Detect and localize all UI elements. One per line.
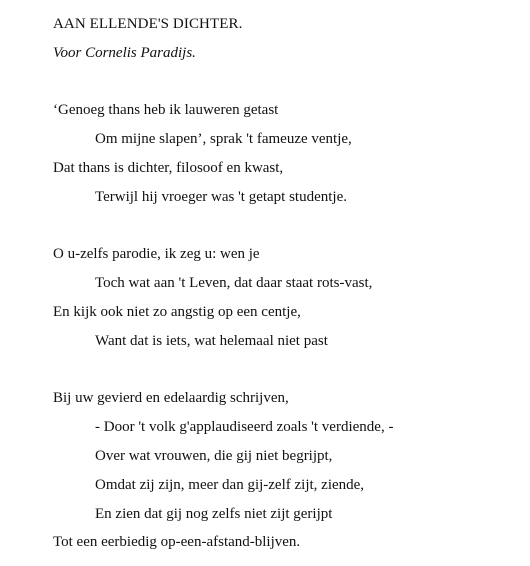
verse-line: Tot een eerbiedig op-een-afstand-blijven. [53, 534, 301, 551]
poem-dedication: Voor Cornelis Paradijs. [53, 44, 196, 61]
stanza-gap [53, 68, 530, 97]
stanza-1 [53, 96, 530, 211]
verse-line: Terwijl hij vroeger was 't getapt studentje. [95, 188, 347, 205]
verse-line: Want dat is iets, wat helemaal niet past [95, 332, 328, 349]
verse-line: Over wat vrouwen, die gij niet begrijpt, [95, 447, 333, 464]
verse-line: ‘Genoeg thans heb ik lauweren getast [53, 102, 279, 119]
verse-line: Omdat zij zijn, meer dan gij-zelf zijt, ziende, [95, 476, 365, 493]
verse-line: En zien dat gij nog zelfs niet zijt gerijpt [95, 505, 333, 522]
poem-title: AAN ELLENDE'S DICHTER. [53, 16, 243, 32]
verse-line: Bij uw gevierd en edelaardig schrijven, [53, 390, 289, 407]
verse-line: En kijk ook niet zo angstig op een centje, [53, 303, 301, 320]
stanza-3 [53, 384, 530, 557]
stanza-gap [53, 212, 530, 241]
verse-line: Om mijne slapen’, sprak 't fameuze ventje, [95, 131, 352, 148]
verse-line: Toch wat aan 't Leven, dat daar staat rots-vast, [95, 275, 373, 292]
stanza-2 [53, 240, 530, 355]
verse-line: - Door 't volk g'applaudiseerd zoals 't verdiende, - [95, 419, 394, 436]
verse-line: O u-zelfs parodie, ik zeg u: wen je [53, 246, 260, 263]
verse-line: Dat thans is dichter, filosoof en kwast, [53, 159, 284, 176]
stanza-gap [53, 356, 530, 385]
